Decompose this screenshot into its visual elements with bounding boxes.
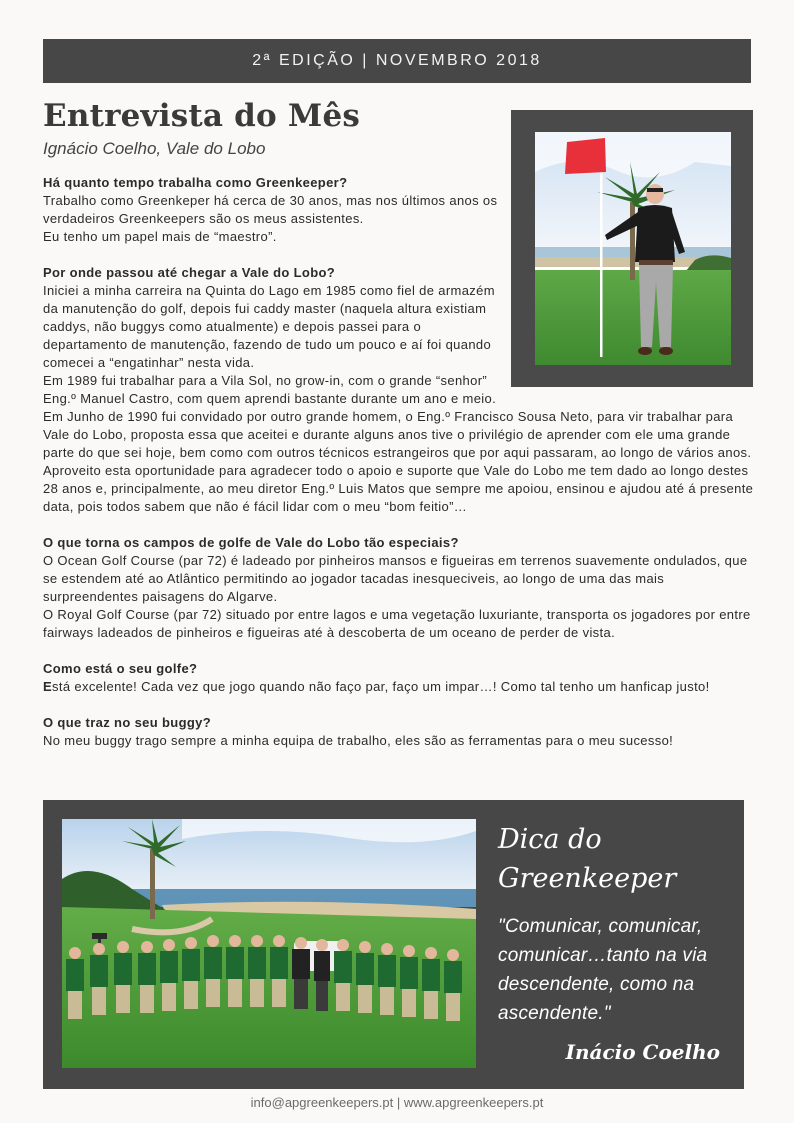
question-2: Por onde passou até chegar a Vale do Lobo? — [43, 265, 336, 280]
answer-2-part-3: Em Junho de 1990 fui convidado por outro grande homem, o Eng.º Francisco Sousa Neto, para vir trabalhar para Vale do Lobo, proposta essa que aceitei e durante alguns anos tive o privilégio de aprender com ele uma grande parte do que sei hoje, bem como com outros técnicos estrangeiros que por aqui passaram, ao longo de vários anos. — [43, 409, 752, 460]
tip-author: Inácio Coelho — [565, 1040, 720, 1064]
tip-title: Dica do Greenkeeper — [498, 824, 677, 894]
answer-4-text: stá excelente! Cada vez que jogo quando não faço par, faço um impar…! Como tal tenho um hanficap justo! — [52, 679, 710, 694]
answer-1-part-2: Eu tenho um papel mais de “maestro”. — [43, 229, 277, 244]
question-1: Há quanto tempo trabalha como Greenkeeper? — [43, 175, 348, 190]
answer-3-part-2: O Royal Golf Course (par 72) situado por entre lagos e uma vegetação luxuriante, transporta os jogadores por entre fairways ladeados de pinheiros e figueiras até à descoberta de um oceano de perder de vista. — [43, 607, 751, 640]
question-3: O que torna os campos de golfe de Vale do Lobo tão especiais? — [43, 535, 459, 550]
page-subtitle: Ignácio Coelho, Vale do Lobo — [43, 139, 266, 158]
interview-article — [43, 174, 763, 750]
answer-3-part-1: O Ocean Golf Course (par 72) é ladeado por pinheiros mansos e figueiras em terrenos suavemente ondulados, que se estendem até ao Atlântico permitindo ao jogador tacadas inesqueciveis, ao longo de uma das mais surpreendentes paisagens do Algarve. — [43, 553, 748, 604]
edition-label: 2ª EDIÇÃO | NOVEMBRO 2018 — [252, 52, 542, 69]
question-5: O que traz no seu buggy? — [43, 715, 212, 730]
edition-banner — [43, 39, 751, 83]
team-on-green-illustration — [62, 819, 476, 1068]
question-4: Como está o seu golfe? — [43, 661, 198, 676]
page-title: Entrevista do Mês — [43, 98, 361, 134]
wrapped-text-block — [43, 174, 505, 408]
tip-panel — [43, 800, 744, 1089]
tip-quote: "Comunicar, comunicar, comunicar…tanto na via descendente, como na ascendente." — [498, 916, 708, 1024]
answer-4 — [43, 678, 763, 696]
answer-1-part-1: Trabalho como Greenkeper há cerca de 30 anos, mas nos últimos anos os verdadeiros Greenkeepers são os meus assistentes. — [43, 193, 498, 226]
answer-2-part-4: Aproveito esta oportunidade para agradecer todo o apoio e suporte que Vale do Lobo me tem dado ao longo destes 28 anos e, principalmente, ao meu diretor Eng.º Luis Matos que sempre me apoiou, ensinou e ajudou até á presente data, pois todos sabem que não é fácil lidar com o meu “bom feitio”… — [43, 463, 754, 514]
answer-2-part-2: Em 1989 fui trabalhar para a Vila Sol, no grow-in, com o grande “senhor” Eng.º Manuel Castro, com quem aprendi bastante durante um ano e meio. — [43, 373, 497, 406]
team-photo — [62, 819, 476, 1068]
answer-4-initial: E — [43, 679, 53, 694]
answer-5: No meu buggy trago sempre a minha equipa de trabalho, eles são as ferramentas para o meu sucesso! — [43, 733, 674, 748]
footer-contact: info@apgreenkeepers.pt | www.apgreenkeepers.pt — [250, 1095, 544, 1110]
answer-2-part-1: Iniciei a minha carreira na Quinta do Lago em 1985 como fiel de armazém da manutenção do golf, depois fui caddy master (naquela altura existiam caddys, não buggys como atualmente) e depois passei para o departamento de manutenção, fazendo de tudo um pouco e aí foi quando comecei a “engatinhar” nesta vida. — [43, 283, 495, 370]
